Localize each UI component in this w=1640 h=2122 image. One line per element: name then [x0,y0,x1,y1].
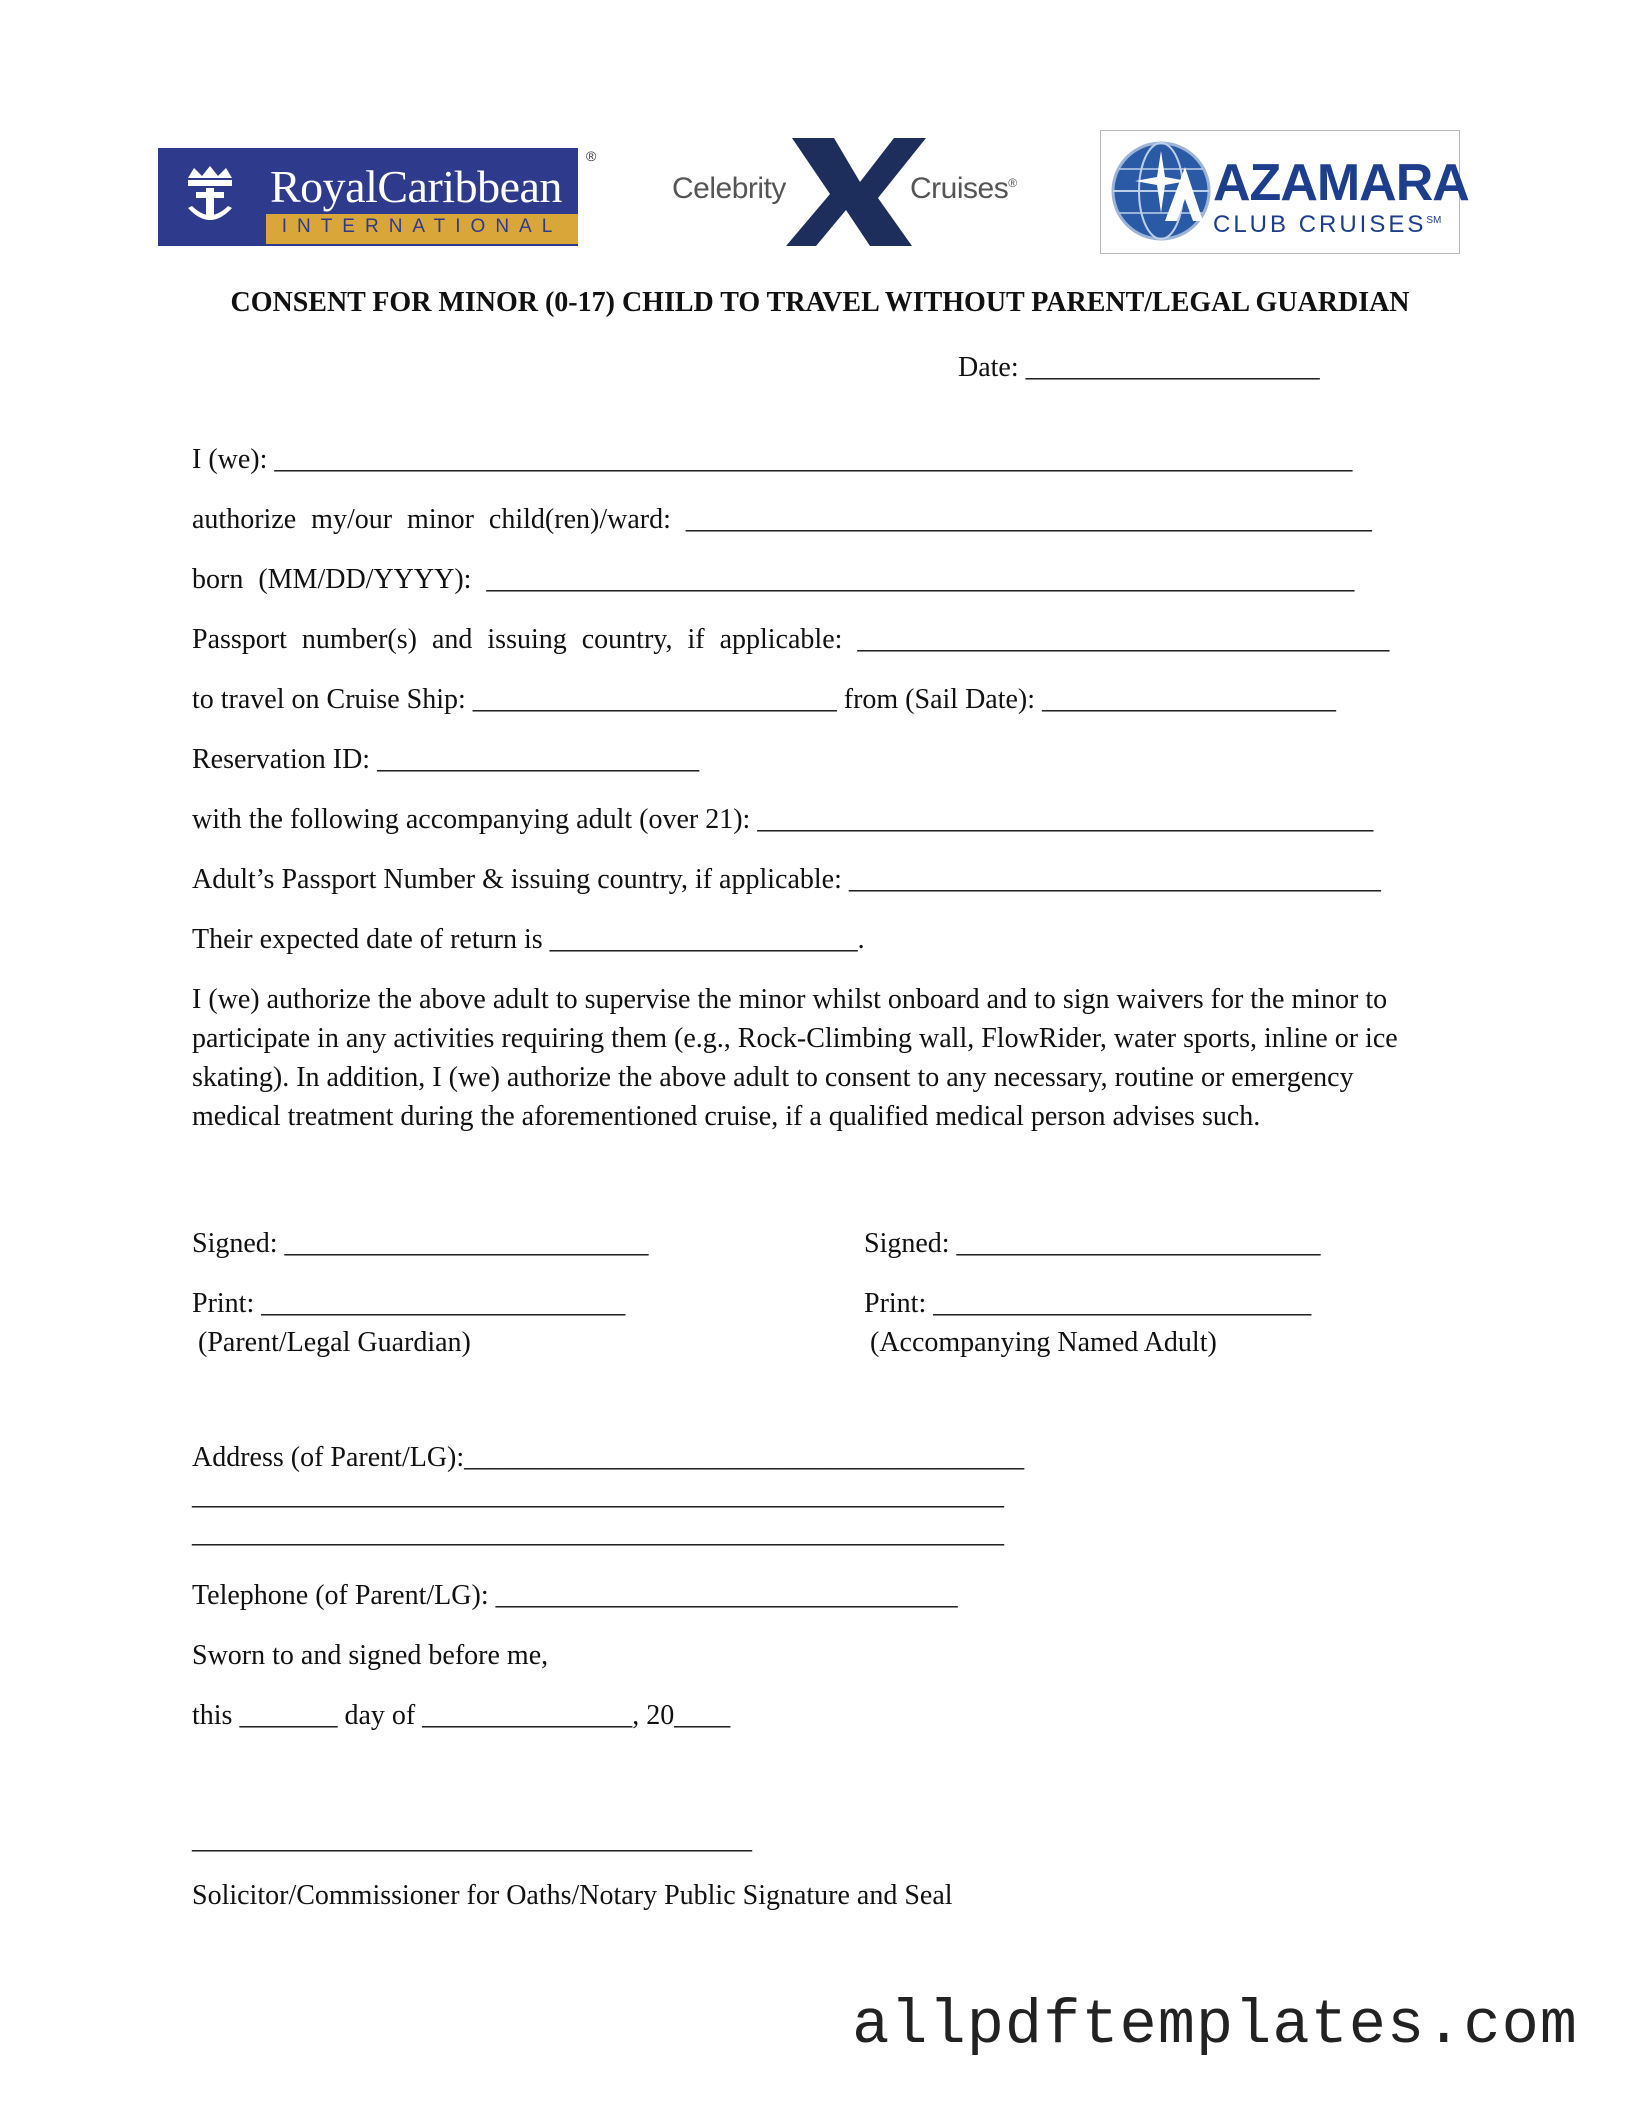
registered-mark: ® [586,148,597,164]
date-field[interactable]: Date: _____________________ [958,352,1320,383]
celebrity-cruises-logo [670,136,1030,250]
azamara-globe-icon [1107,137,1215,245]
notary-label: Solicitor/Commissioner for Oaths/Notary Public Signature and Seal [192,1880,953,1911]
parent-names-field[interactable]: I (we): _____________________________________________________________________________ [192,444,1353,475]
sworn-date-field[interactable]: this _______ day of _______________, 20____ [192,1700,731,1731]
address-line-3[interactable]: __________________________________________________________ [192,1518,1004,1549]
authorization-paragraph: I (we) authorize the above adult to supervise the minor whilst onboard and to sign waivers for the minor to participate in any activities requiring them (e.g., Rock-Climbing wall, FlowRider, water sports, inline or ice skating). In addition, I (we) authorize the above adult to consent to any necessary, routine or emergency medical treatment during the aforementioned cruise, if a qualified medical person advises such. [192,984,1398,1132]
form-title: CONSENT FOR MINOR (0-17) CHILD TO TRAVEL WITHOUT PARENT/LEGAL GUARDIAN [230,287,1410,318]
minor-names-field[interactable]: authorize my/our minor child(ren)/ward: _________________________________________________ [192,504,1372,535]
sworn-statement: Sworn to and signed before me, [192,1640,549,1671]
royal-caribbean-wordmark: RoyalCaribbean [270,161,562,212]
adult-signature-field[interactable]: Signed: __________________________ [864,1228,1321,1259]
celebrity-wordmark: Celebrity [672,172,786,205]
royal-caribbean-international: INTERNATIONAL [281,216,563,237]
adult-passport-field[interactable]: Adult’s Passport Number & issuing country, if applicable: ______________________________________ [192,864,1381,895]
azamara-logo [1100,130,1469,254]
adult-role-label: (Accompanying Named Adult) [870,1327,1217,1358]
accompanying-adult-field[interactable]: with the following accompanying adult (over 21): ____________________________________________ [192,804,1374,835]
club-cruises-wordmark: CLUB CRUISES℠ [1213,211,1442,238]
address-field[interactable]: Address (of Parent/LG):________________________________________ [192,1442,1025,1473]
address-line-2[interactable]: __________________________________________________________ [192,1480,1004,1511]
birth-date-field[interactable]: born (MM/DD/YYYY): ______________________________________________________________ [192,564,1355,595]
minor-passport-field[interactable]: Passport number(s) and issuing country, if applicable: ______________________________________ [192,624,1390,655]
parent-role-label: (Parent/Legal Guardian) [198,1327,471,1358]
azamara-wordmark: AZAMARA [1213,154,1469,212]
adult-print-field[interactable]: Print: ___________________________ [864,1288,1312,1319]
cruise-ship-sail-date-field[interactable]: to travel on Cruise Ship: __________________________ from (Sail Date): _____________________ [192,684,1337,715]
return-date-field[interactable]: Their expected date of return is ______________________. [192,924,865,955]
cruises-wordmark: Cruises® [910,172,1017,205]
parent-print-field[interactable]: Print: __________________________ [192,1288,626,1319]
telephone-field[interactable]: Telephone (of Parent/LG): _________________________________ [192,1580,958,1611]
watermark: allpdftemplates.com [852,1990,1578,2061]
reservation-id-field[interactable]: Reservation ID: _______________________ [192,744,700,775]
parent-signature-field[interactable]: Signed: __________________________ [192,1228,649,1259]
notary-signature-line[interactable]: ________________________________________ [192,1824,752,1855]
royal-caribbean-logo [158,148,598,248]
crown-anchor-icon [174,160,246,234]
